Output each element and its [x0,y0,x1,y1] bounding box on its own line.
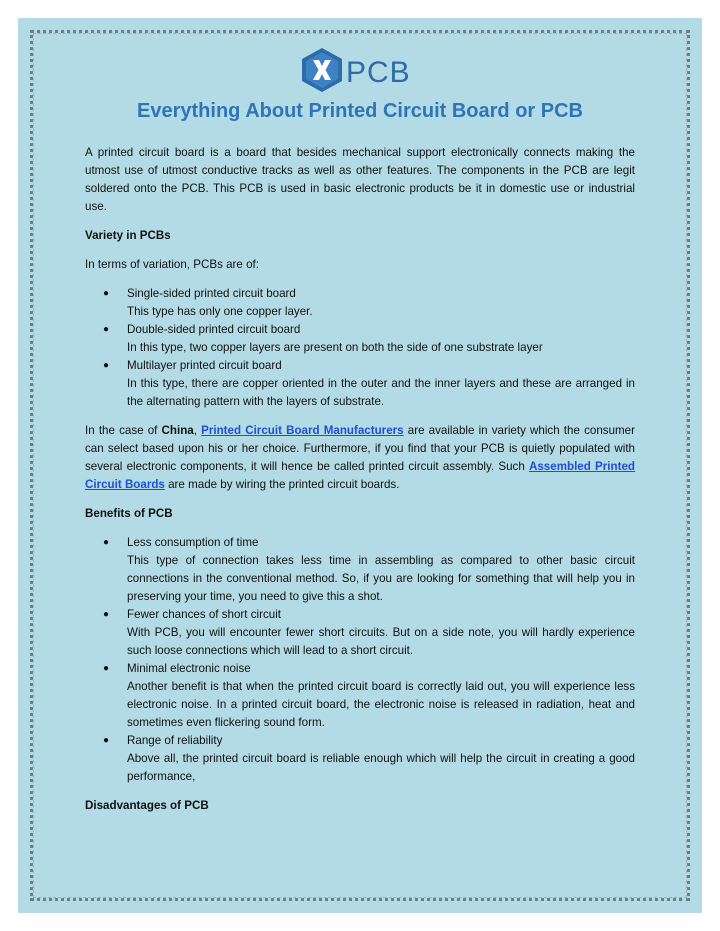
variety-lead: In terms of variation, PCBs are of: [85,258,259,271]
list-item [85,357,635,411]
disadvantages-heading: Disadvantages of PCB [85,799,209,812]
text-span: In the case of [85,424,162,437]
list-item [85,732,635,786]
bullet-icon: ● [103,324,110,335]
list-item-desc: Another benefit is that when the printed circuit board is correctly laid out, you will experience less electronic noise. In a printed circuit board, the electronic noise is released in radiation, heat and sometimes even flickering sound form. [127,680,635,729]
china-bold: China [161,424,194,437]
list-item-label: Minimal electronic noise [127,662,251,675]
variety-heading: Variety in PCBs [85,229,171,242]
benefits-heading: Benefits of PCB [85,507,173,520]
list-item-label: Range of reliability [127,734,223,747]
list-item-desc: This type has only one copper layer. [127,305,313,318]
list-item [85,534,635,606]
list-item [85,285,635,321]
x-logo-icon [300,47,418,93]
list-item-label: Fewer chances of short circuit [127,608,281,621]
logo-text: PCB [346,56,411,89]
list-item-desc: In this type, two copper layers are present on both the side of one substrate layer [127,341,543,354]
bullet-icon: ● [103,360,110,371]
list-item [85,606,635,660]
list-item [85,660,635,732]
bullet-icon: ● [103,537,110,548]
pcb-manufacturers-link[interactable]: Printed Circuit Board Manufacturers [201,424,404,437]
bullet-icon: ● [103,288,110,299]
list-item-desc: This type of connection takes less time in assembling as compared to other basic circuit connections in the conventional method. So, if you are looking for something that will help you in preserving your time, you need to give this a shot. [127,554,635,603]
bullet-icon: ● [103,663,110,674]
text-span: are made by wiring the printed circuit boards. [164,478,400,491]
bullet-icon: ● [103,609,110,620]
variety-list [85,285,635,411]
list-item-label: Less consumption of time [127,536,259,549]
text-span: are available in variety which the consumer can select based upon his or her choice. Furthermore, if you find that your PCB is quietly populated with several electronic components, it will hence be called printed circuit assembly. Such [85,424,635,473]
xpcb-logo [300,47,418,93]
text-span: , [193,424,202,437]
benefits-list [85,534,635,786]
list-item-label: Multilayer printed circuit board [127,359,282,372]
intro-paragraph: A printed circuit board is a board that besides mechanical support electronically connects making the utmost use of utmost conductive tracks as well as other features. The components in the PCB are legit soldered onto the PCB. This PCB is used in basic electronic products be it in domestic use or industrial use. [85,146,635,213]
document-body [85,144,635,815]
list-item-label: Single-sided printed circuit board [127,287,296,300]
assembled-pcb-link[interactable]: Assembled Printed Circuit Boards [85,460,635,491]
bullet-icon: ● [103,735,110,746]
list-item-desc: Above all, the printed circuit board is reliable enough which will help the circuit in creating a good performance, [127,752,635,783]
list-item [85,321,635,357]
china-paragraph [85,422,635,494]
list-item-label: Double-sided printed circuit board [127,323,301,336]
list-item-desc: In this type, there are copper oriented in the outer and the inner layers and these are arranged in the alternating pattern with the layers of substrate. [127,377,635,408]
page-title: Everything About Printed Circuit Board or PCB [137,100,583,122]
list-item-desc: With PCB, you will encounter fewer short circuits. But on a side note, you will hardly experience such loose connections which will lead to a short circuit. [127,626,635,657]
